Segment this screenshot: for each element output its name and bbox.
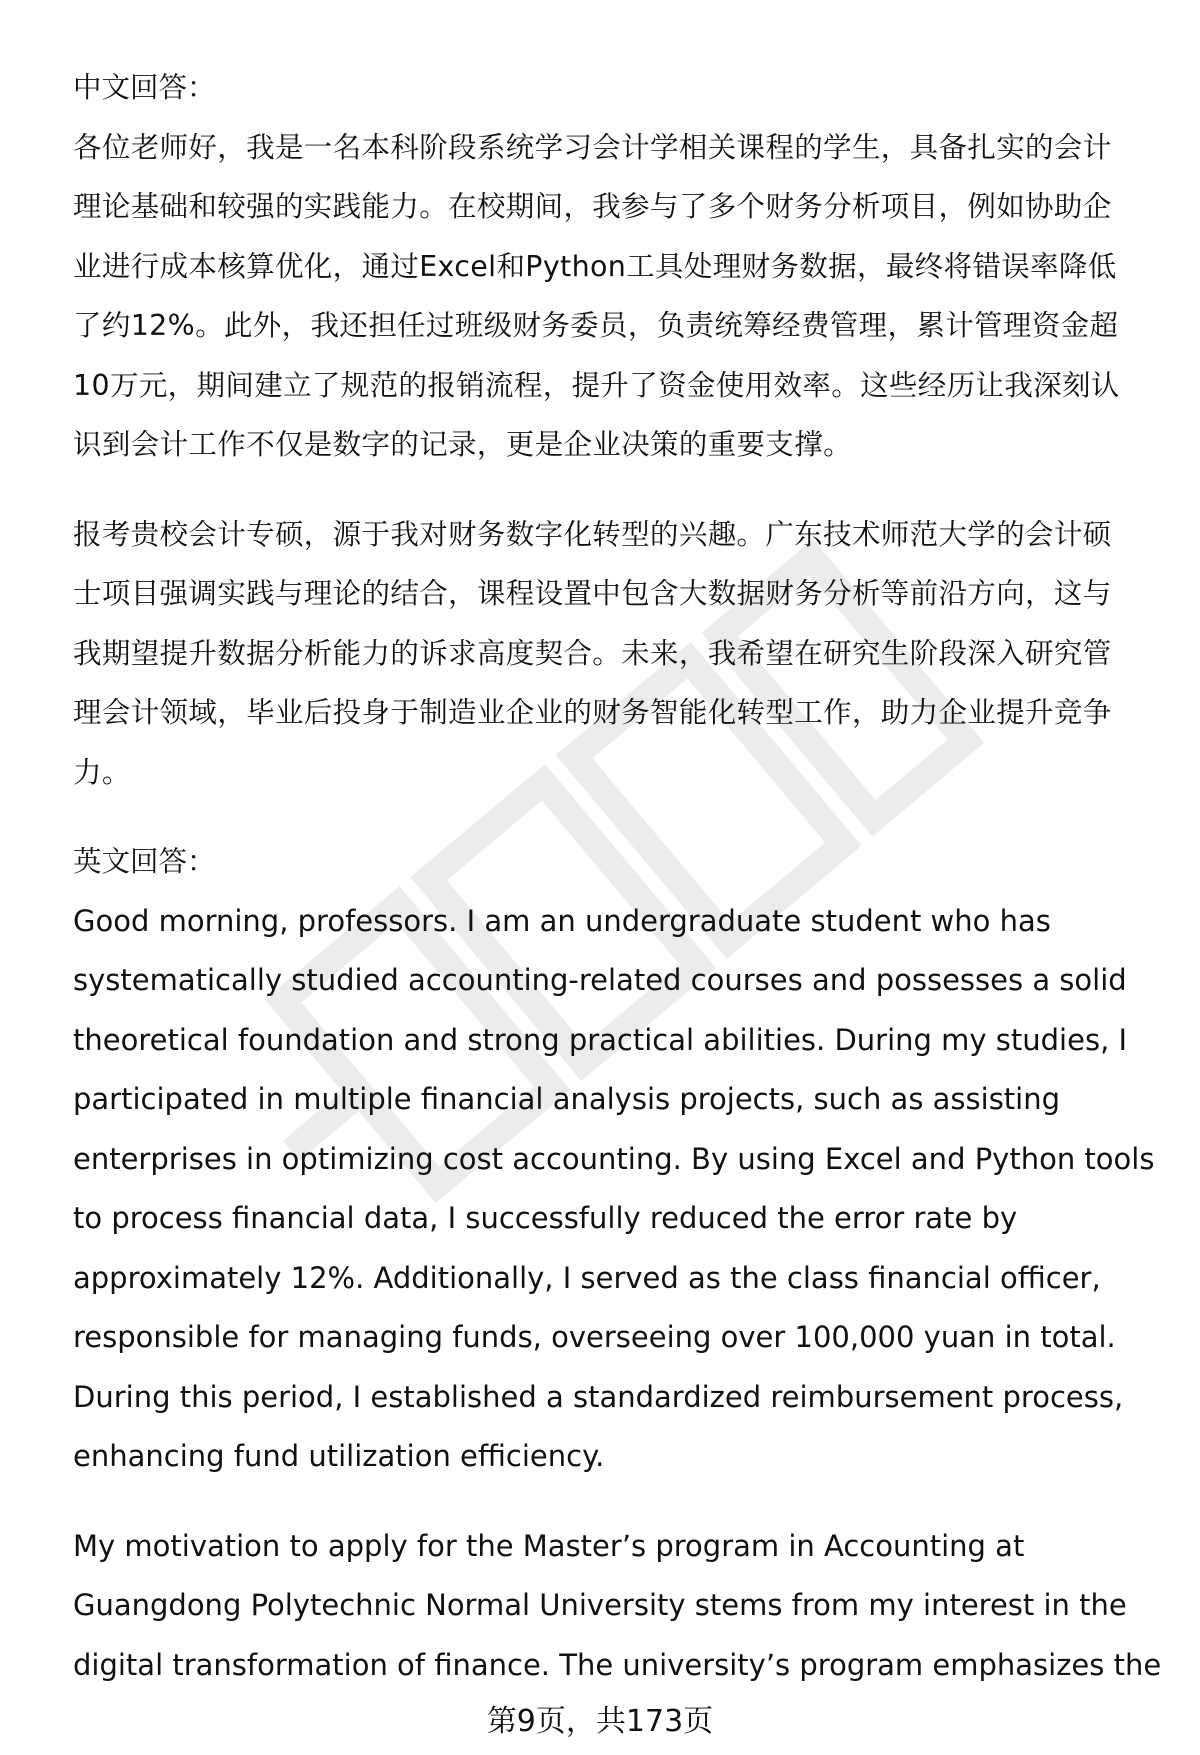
text-line: During this period, I established a standardized reimbursement process, — [73, 1379, 1124, 1414]
text-line: systematically studied accounting-related courses and possesses a solid — [73, 963, 1127, 997]
paragraph-gap — [73, 475, 1153, 505]
text-line: 士项目强调实践与理论的结合，课程设置中包含大数据财务分析等前沿方向，这与 — [73, 577, 1112, 610]
text-line: My motivation to apply for the Master’s program in Accounting at — [73, 1528, 1025, 1563]
text-line: approximately 12%. Additionally, I served as the class financial officer, — [73, 1260, 1101, 1295]
english-answer-label: 英文回答： — [73, 845, 216, 878]
text-line: to process financial data, I successfully reduced the error rate by — [73, 1201, 1018, 1235]
text-line: digital transformation of finance. The university’s program emphasizes the — [73, 1647, 1162, 1682]
text-line: 理论基础和较强的实践能力。在校期间，我参与了多个财务分析项目，例如协助企 — [73, 190, 1112, 223]
english-paragraph-1 — [73, 892, 1153, 1487]
text-line: 了约12%。此外，我还担任过班级财务委员，负责统筹经费管理，累计管理资金超 — [73, 309, 1119, 342]
text-line: 业进行成本核算优化，通过Excel和Python工具处理财务数据，最终将错误率降低 — [73, 249, 1117, 283]
text-line: theoretical foundation and strong practical abilities. During my studies, I — [73, 1022, 1128, 1057]
text-line: participated in multiple financial analysis projects, such as assisting — [73, 1082, 1061, 1116]
page-number: 第9页，共173页 — [486, 1704, 714, 1739]
text-line: 各位老师好，我是一名本科阶段系统学习会计学相关课程的学生，具备扎实的会计 — [73, 130, 1112, 164]
text-line: 报考贵校会计专硕，源于我对财务数字化转型的兴趣。广东技术师范大学的会计硕 — [73, 517, 1112, 551]
chinese-answer-label: 中文回答： — [73, 71, 216, 104]
english-paragraph-2 — [73, 1517, 1162, 1696]
text-line: responsible for managing funds, overseeing over 100,000 yuan in total. — [73, 1320, 1116, 1354]
text-line: enhancing fund utilization efficiency. — [73, 1439, 605, 1473]
text-line: 10万元，期间建立了规范的报销流程，提升了资金使用效率。这些经历让我深刻认 — [73, 368, 1120, 402]
text-line: 力。 — [73, 755, 131, 789]
document-body — [73, 58, 1162, 1695]
text-line: 理会计领域，毕业后投身于制造业企业的财务智能化转型工作，助力企业提升竞争 — [73, 696, 1112, 729]
chinese-paragraph-1 — [73, 118, 1153, 475]
text-line: enterprises in optimizing cost accounting. By using Excel and Python tools — [73, 1141, 1155, 1176]
chinese-paragraph-2 — [73, 505, 1153, 803]
text-line: Good morning, professors. I am an undergraduate student who has — [73, 903, 1051, 938]
text-line: 识到会计工作不仅是数字的记录，更是企业决策的重要支撑。 — [73, 428, 852, 461]
text-line: 我期望提升数据分析能力的诉求高度契合。未来，我希望在研究生阶段深入研究管 — [73, 636, 1112, 670]
text-line: Guangdong Polytechnic Normal University stems from my interest in the — [73, 1588, 1127, 1622]
paragraph-gap — [73, 802, 1153, 832]
paragraph-gap — [73, 1487, 1153, 1517]
